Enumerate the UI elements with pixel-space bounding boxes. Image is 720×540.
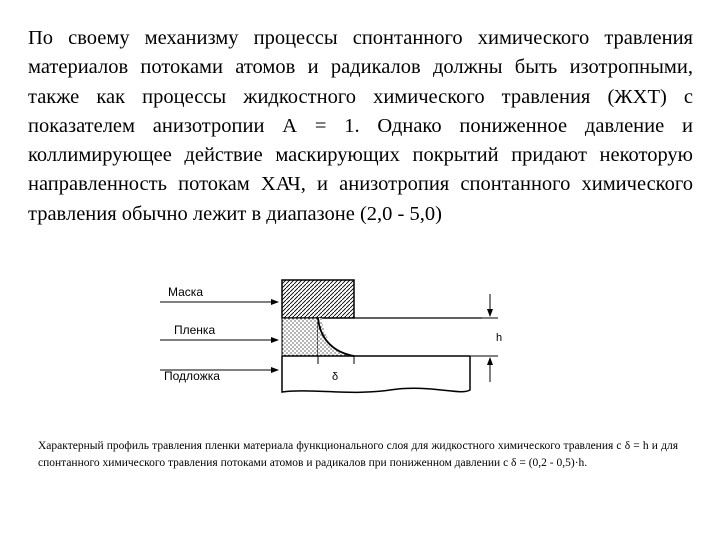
substrate-label: Подложка — [164, 369, 220, 383]
main-paragraph: По своему механизму процессы спонтанного химического травления материалов потоками атомов и радикалов должны быть изотропными, также как процессы жидкостного химического травления (ЖХТ) с показателем анизотропии А = 1. Однако пониженное давление и коллимирующее действие маскирующих покрытий придают некоторую направленность потокам ХАЧ, и анизотропия спонтанного химического травления обычно лежит в диапазоне (2,0 - 5,0) — [28, 27, 693, 225]
height-label: h — [496, 332, 503, 344]
mask-label: Маска — [168, 285, 203, 299]
substrate-layer — [282, 356, 470, 392]
mask-layer — [282, 280, 354, 318]
film-layer — [282, 318, 318, 356]
etch-profile-diagram — [150, 272, 520, 402]
figure-caption: Характерный профиль травления пленки материала функционального слоя для жидкостного химического травления с δ = h и для спонтанного химического травления потоками атомов и радикалов при пониженном давлении с δ = (0,2 - 0,5)·h. — [38, 440, 678, 469]
undercut-label: δ — [332, 371, 339, 383]
film-label: Пленка — [174, 323, 216, 337]
